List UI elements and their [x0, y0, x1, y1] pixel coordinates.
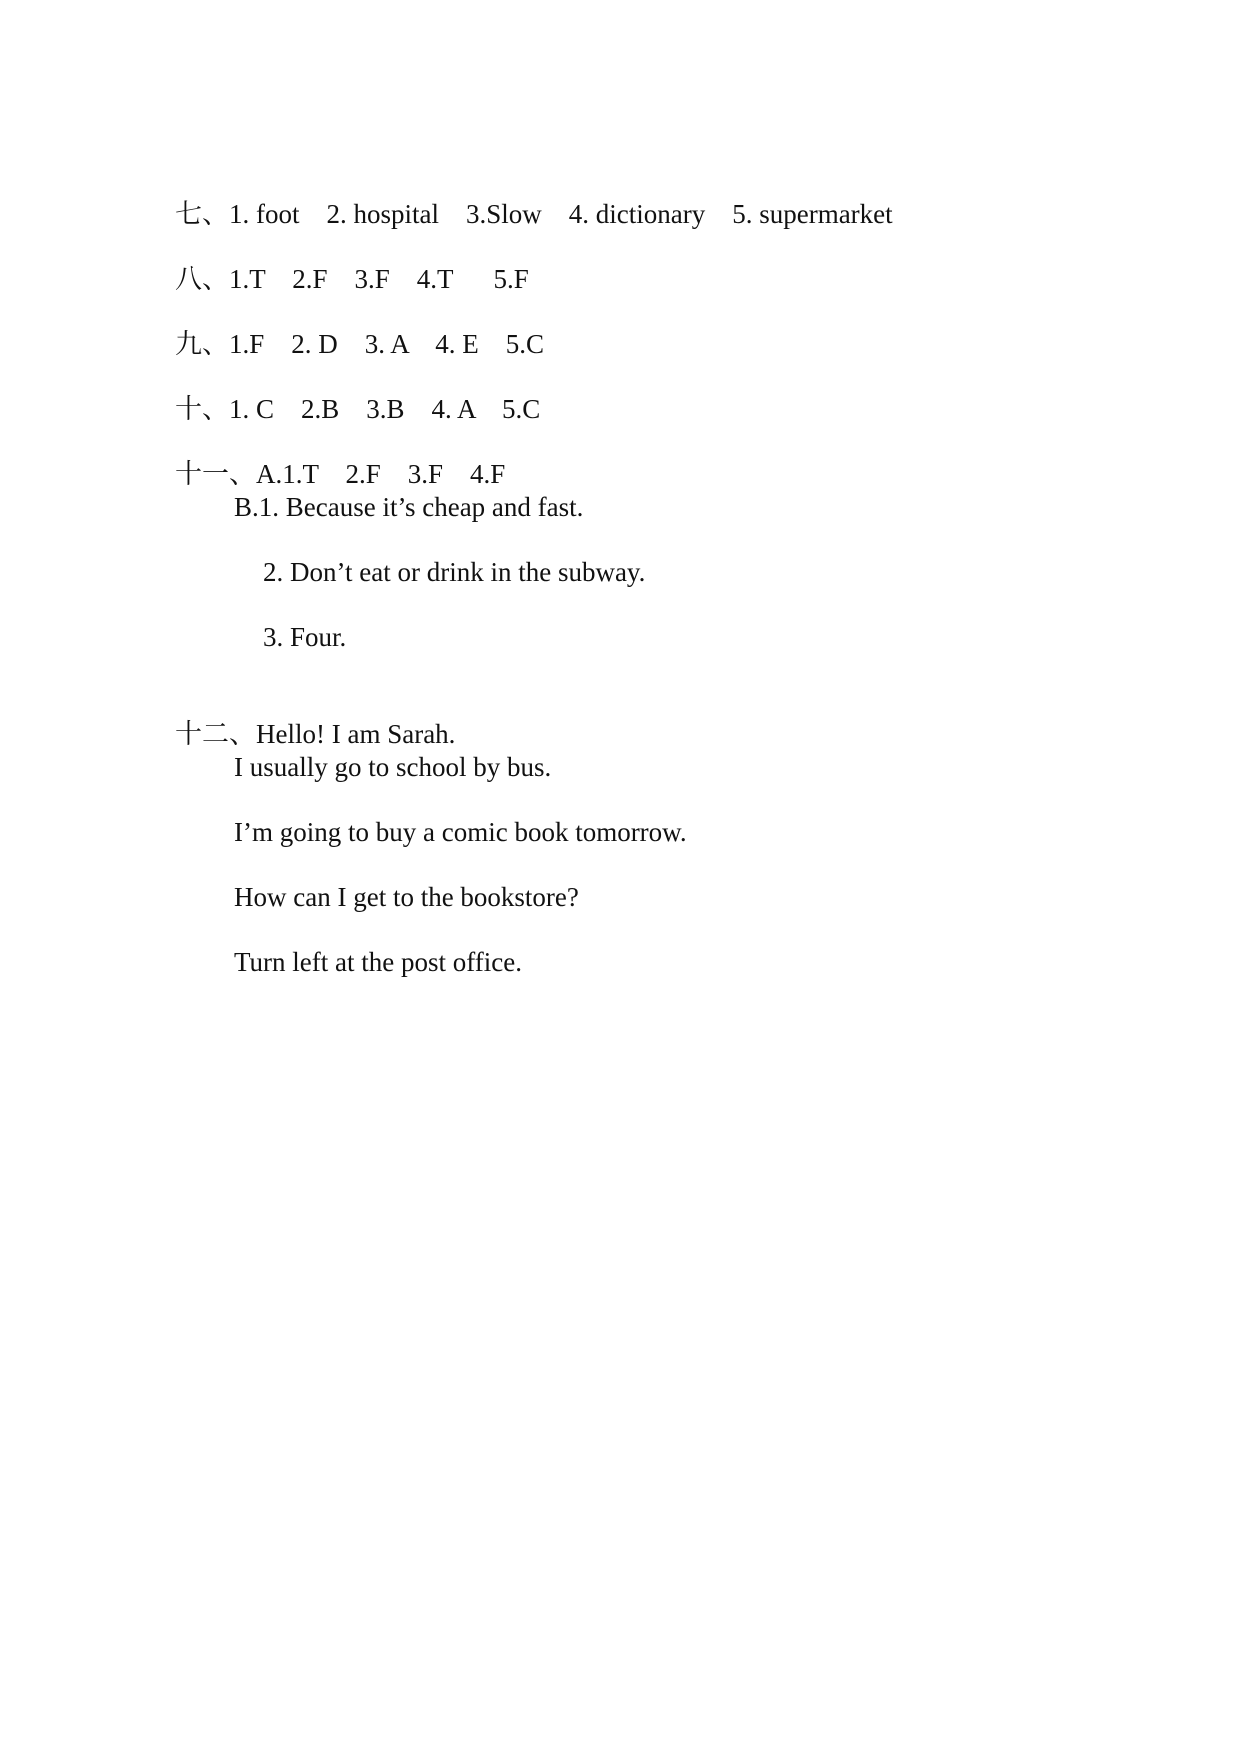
answer-text: 1. foot 2. hospital 3.Slow 4. dictionary 5. supermarket [229, 199, 893, 229]
answer-text-part-a: A.1.T 2.F 3.F 4.F [256, 459, 506, 489]
answer-row-11-b2: 2. Don’t eat or drink in the subway. [263, 557, 646, 587]
answer-row-11-b1: B.1. Because it’s cheap and fast. [234, 492, 584, 522]
section-marker: 十、 [175, 394, 229, 424]
answer-text: 1.F 2. D 3. A 4. E 5.C [229, 329, 545, 359]
answer-text: 1.T 2.F 3.F 4.T 5.F [229, 264, 529, 294]
section-marker: 九、 [175, 329, 229, 359]
answer-row-12-line2: I usually go to school by bus. [234, 752, 552, 782]
section-marker: 十一、 [175, 459, 256, 489]
section-marker: 七、 [175, 199, 229, 229]
answer-text: Hello! I am Sarah. [256, 719, 456, 749]
answer-row-11-b3: 3. Four. [263, 622, 347, 652]
answer-text: 1. C 2.B 3.B 4. A 5.C [229, 394, 541, 424]
answer-row-12-line4: How can I get to the bookstore? [234, 882, 579, 912]
section-marker: 八、 [175, 264, 229, 294]
answer-row-12-line5: Turn left at the post office. [234, 947, 522, 977]
section-marker: 十二、 [175, 719, 256, 749]
answer-row-12-line3: I’m going to buy a comic book tomorrow. [234, 817, 687, 847]
